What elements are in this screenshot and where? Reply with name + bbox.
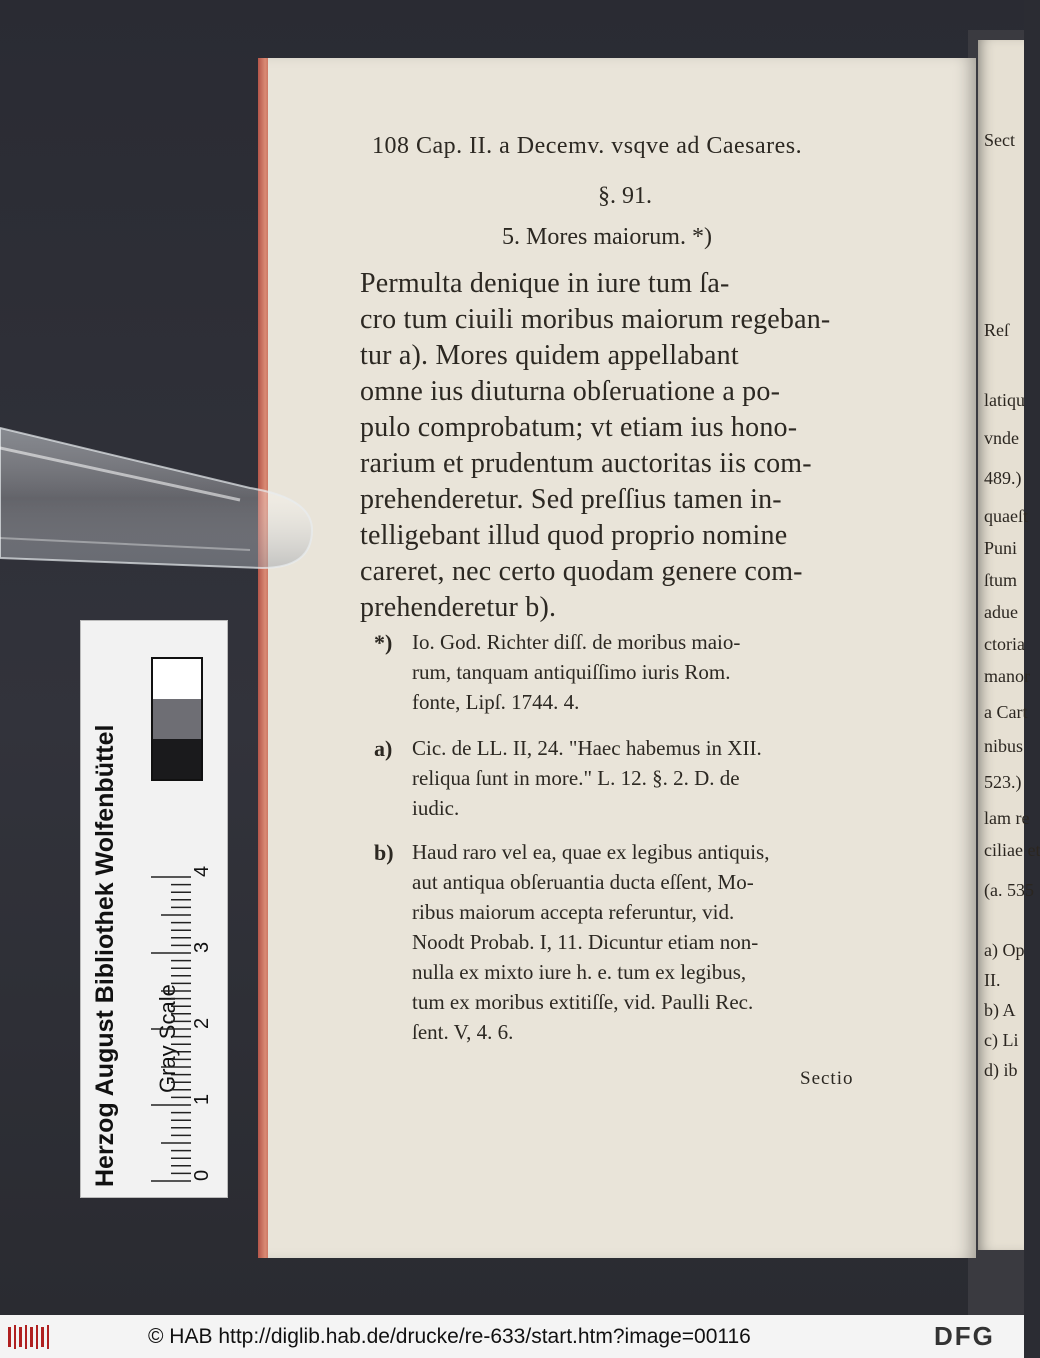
next-page-fragment: a Cart	[984, 702, 1028, 722]
next-page-fragment: adue	[984, 602, 1018, 622]
next-page-fragment: d) ib	[984, 1060, 1018, 1080]
copyright-link[interactable]: © HAB http://diglib.hab.de/drucke/re-633/start.htm?image=00116	[148, 1325, 751, 1348]
catchword: Sectio	[800, 1068, 854, 1089]
footnote-line: ribus maiorum accepta referuntur, vid.	[412, 900, 735, 924]
next-page-fragment: II.	[984, 970, 1001, 990]
next-page-fragment: 523.)	[984, 772, 1022, 792]
next-page-fragment: Reſ	[984, 320, 1009, 340]
section-heading: 5. Mores maiorum. *)	[502, 224, 712, 250]
next-page-fragment: b) A	[984, 1000, 1016, 1020]
running-header: 108 Cap. II. a Decemv. vsqve ad Caesares.	[372, 133, 803, 159]
gray-scale-ruler	[80, 620, 228, 1198]
next-page-fragment: c) Li	[984, 1030, 1019, 1050]
scale-title: Herzog August Bibliothek Wolfenbüttel	[91, 724, 119, 1187]
footnote-line: Io. God. Richter diſſ. de moribus maio-	[412, 630, 741, 654]
scale-number: 3	[191, 941, 213, 953]
next-page-fragment: Puni	[984, 538, 1018, 558]
next-page-fragment: a) Op	[984, 940, 1025, 960]
next-page-fragment: ctoria	[984, 634, 1025, 654]
next-page-fragment: quaeſt	[984, 506, 1028, 526]
next-page-fragment: 489.)	[984, 468, 1022, 488]
hab-barcode-icon	[8, 1323, 50, 1351]
footnote-line: rum, tanquam antiquiſſimo iuris Rom.	[412, 660, 731, 684]
footnote-line: Cic. de LL. II, 24. "Haec habemus in XII.	[412, 736, 762, 760]
body-line: omne ius diuturna obſeruatione a po-	[360, 376, 781, 407]
next-page-edge	[978, 40, 1040, 1250]
next-page-fragment: ſtum	[984, 570, 1018, 590]
next-page-fragment: Sect	[984, 130, 1015, 150]
next-page-fragment: latiqu	[984, 390, 1025, 410]
scale-label: Gray Scale	[155, 984, 180, 1093]
paragraph-number: §. 91.	[598, 183, 652, 209]
body-line: tur a). Mores quidem appellabant	[360, 340, 739, 371]
footnote-line: nulla ex mixto iure h. e. tum ex legibus,	[412, 960, 747, 984]
footnote-line: aut antiqua obſeruantia ducta eſſent, Mo-	[412, 870, 754, 894]
next-page-fragment: ciliae et	[984, 840, 1040, 860]
scale-number: 1	[191, 1093, 213, 1105]
next-page-fragment: nibus	[984, 736, 1024, 756]
scale-number: 0	[191, 1169, 213, 1181]
body-line: cro tum ciuili moribus maiorum regeban-	[360, 304, 831, 335]
footnote-marker: *)	[374, 630, 393, 655]
body-line: Permulta denique in iure tum ſa-	[360, 268, 730, 299]
footnote-line: reliqua ſunt in more." L. 12. §. 2. D. de	[412, 766, 740, 790]
footer-bar	[0, 1315, 1024, 1358]
next-page-fragment: lam re	[984, 808, 1030, 828]
body-line: prehenderetur b).	[360, 592, 557, 623]
body-line: prehenderetur. Sed preſſius tamen in-	[360, 484, 782, 515]
body-line: telligebant illud quod proprio nomine	[360, 520, 788, 551]
footnote-line: Noodt Probab. I, 11. Dicuntur etiam non-	[412, 930, 759, 954]
footnote-line: iudic.	[412, 796, 460, 820]
dfg-logo: DFG	[934, 1321, 995, 1351]
footnote-marker: a)	[374, 736, 393, 761]
footnote-line: tum ex moribus extitiſſe, vid. Paulli Rec.	[412, 990, 754, 1014]
footnote-marker: b)	[374, 840, 394, 865]
next-page-fragment: vnde	[984, 428, 1019, 448]
footnote-line: fonte, Lipſ. 1744. 4.	[412, 690, 580, 714]
next-page-fragment: (a. 535	[984, 880, 1034, 900]
scale-number: 4	[191, 865, 213, 877]
next-page-fragment: manor	[984, 666, 1030, 686]
footnote-line: ſent. V, 4. 6.	[412, 1020, 514, 1044]
body-line: careret, nec certo quodam genere com-	[360, 556, 803, 587]
gray-blocks	[151, 657, 203, 781]
footnote-line: Haud raro vel ea, quae ex legibus antiquis,	[412, 840, 770, 864]
body-line: rarium et prudentum auctoritas iis com-	[360, 448, 812, 479]
scale-number: 2	[191, 1017, 213, 1029]
body-line: pulo comprobatum; vt etiam ius hono-	[360, 412, 798, 443]
